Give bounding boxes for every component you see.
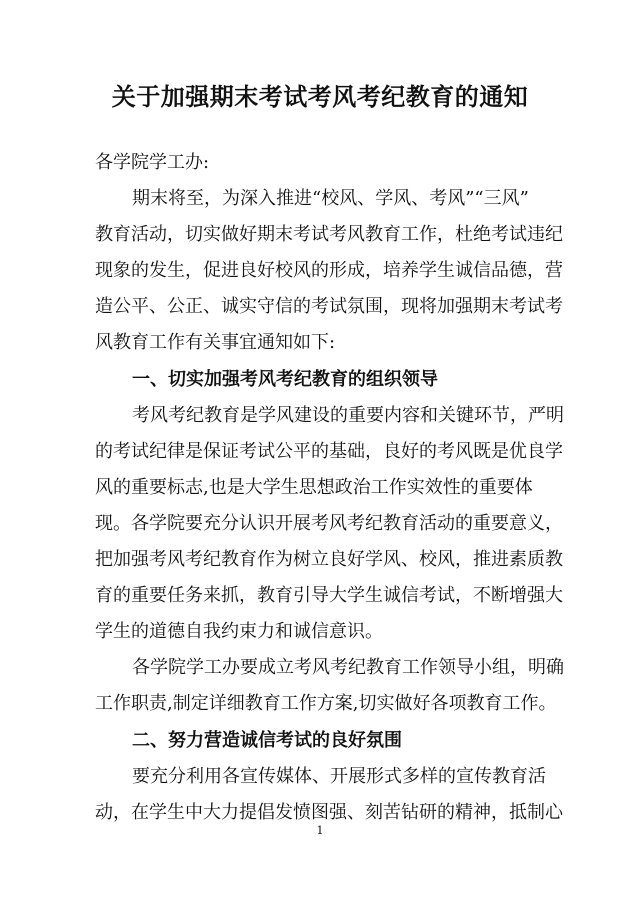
document-title: 关于加强期末考试考风考纪教育的通知	[111, 83, 529, 111]
salutation: 各学院学工办:	[95, 152, 210, 173]
section-1-para-1-line-6: 育的重要任务来抓，教育引导大学生诚信考试，不断增强大	[95, 585, 563, 606]
intro-line-5: 风教育工作有关事宜通知如下:	[95, 332, 336, 353]
section-2-para-1-line-1: 要充分利用各宣传媒体、开展形式多样的宣传教育活	[132, 766, 546, 787]
section-2-heading: 二、努力营造诚信考试的良好氛围	[132, 730, 402, 751]
page-number: 1	[316, 824, 324, 837]
intro-line-4: 造公平、公正、诚实守信的考试氛围，现将加强期末考试考	[95, 296, 563, 317]
section-1-para-1-line-5: 把加强考风考纪教育作为树立良好学风、校风，推进素质教	[95, 549, 563, 570]
intro-line-2: 教育活动，切实做好期末考试考风教育工作，杜绝考试违纪	[95, 224, 563, 245]
section-1-heading: 一、切实加强考风考纪教育的组织领导	[132, 369, 438, 390]
section-1-para-2-line-2: 工作职责,制定详细教育工作方案,切实做好各项教育工作。	[95, 693, 557, 714]
section-1-para-1-line-2: 的考试纪律是保证考试公平的基础，良好的考风既是优良学	[95, 441, 563, 462]
section-1-para-1-line-4: 现。各学院要充分认识开展考风考纪教育活动的重要意义，	[95, 513, 563, 534]
section-1-para-2-line-1: 各学院学工办要成立考风考纪教育工作领导小组，明确	[132, 657, 564, 678]
section-1-para-1-line-7: 学生的道德自我约束力和诚信意识。	[95, 621, 383, 642]
section-1-para-1-line-1: 考风考纪教育是学风建设的重要内容和关键环节，严明	[132, 405, 564, 426]
intro-line-3: 现象的发生，促进良好校风的形成，培养学生诚信品德，营	[95, 260, 563, 281]
section-1-para-1-line-3: 风的重要标志,也是大学生思想政治工作实效性的重要体	[95, 477, 533, 498]
section-2-para-1-line-2: 动，在学生中大力提倡发愤图强、刻苦钻研的精神，抵制心	[95, 802, 563, 823]
intro-line-1: 期末将至，为深入推进“校风、学风、考风”“三风”	[132, 188, 529, 209]
